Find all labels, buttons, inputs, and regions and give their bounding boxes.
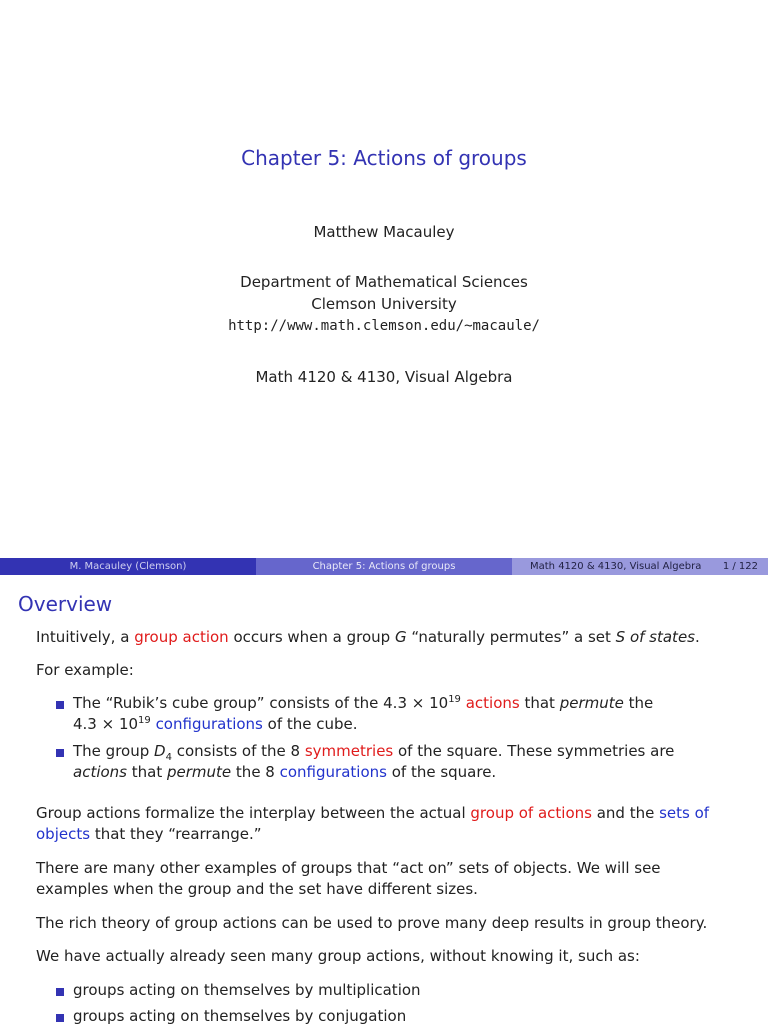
footer-title: Chapter 5: Actions of groups bbox=[256, 558, 512, 575]
bullet-d4: The group $D_4$ consists of the 8 symmetries of the square. These symmetries are actions that permute the 8 configurations of the square. bbox=[73, 742, 675, 781]
bullet-icon bbox=[56, 701, 64, 709]
frame-title: Overview bbox=[18, 592, 113, 616]
paragraph-intro: Intuitively, a group action occurs when a group G “naturally permutes” a set S of states. bbox=[36, 628, 700, 646]
overview-slide bbox=[0, 575, 768, 1024]
footer-course bbox=[512, 558, 768, 575]
author-url[interactable]: http://www.math.clemson.edu/~macaule/ bbox=[228, 318, 540, 334]
university: Clemson University bbox=[311, 295, 457, 313]
paragraph-formalize: Group actions formalize the interplay between the actual group of actions and the sets of objects that they “rearrange.” bbox=[36, 804, 710, 843]
bullet-icon bbox=[56, 749, 64, 757]
bullet-conjugation: groups acting on themselves by conjugation bbox=[73, 1007, 407, 1025]
footer-page-number: 1 / 122 bbox=[722, 561, 758, 572]
slide-footer bbox=[0, 558, 768, 575]
footer-course-label: Math 4120 & 4130, Visual Algebra bbox=[530, 561, 702, 572]
paragraph-other-examples: There are many other examples of groups that “act on” sets of objects. We will see examples when the group and the set have different sizes. bbox=[36, 859, 661, 898]
footer-author: M. Macauley (Clemson) bbox=[0, 558, 256, 575]
paragraph-already-seen: We have actually already seen many group actions, without knowing it, such as: bbox=[36, 947, 640, 965]
department: Department of Mathematical Sciences bbox=[240, 273, 528, 291]
paragraph-rich-theory: The rich theory of group actions can be used to prove many deep results in group theory. bbox=[36, 914, 708, 932]
bullet-icon bbox=[56, 988, 64, 996]
bullet-icon bbox=[56, 1014, 64, 1022]
author: Matthew Macauley bbox=[313, 223, 455, 241]
paragraph-for-example: For example: bbox=[36, 661, 134, 679]
course-name: Math 4120 & 4130, Visual Algebra bbox=[255, 368, 513, 386]
slide-title: Chapter 5: Actions of groups bbox=[241, 146, 527, 170]
bullet-multiplication: groups acting on themselves by multiplication bbox=[73, 981, 421, 999]
bullet-rubiks: The “Rubik’s cube group” consists of the $4.3 \times 10^{19}$ actions that permute the $4.3 \times 10^{19}$ configurations of the cube. bbox=[73, 694, 654, 733]
